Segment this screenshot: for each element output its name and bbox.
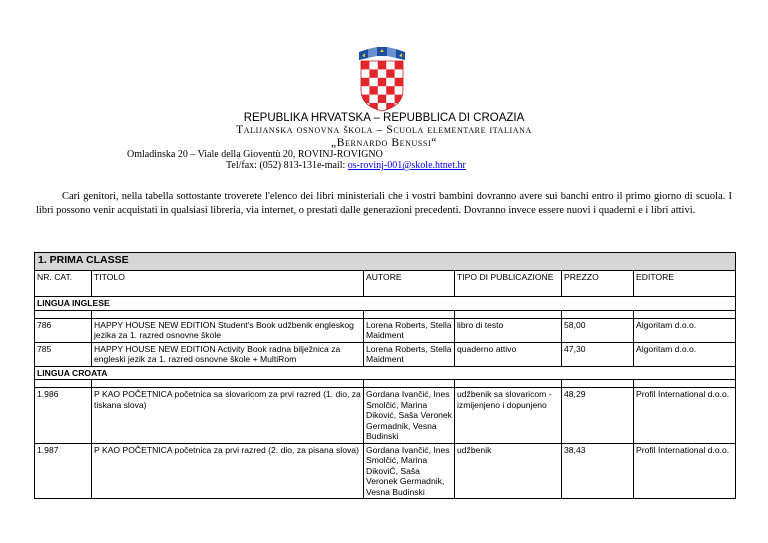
croatian-coat-of-arms-icon xyxy=(355,46,409,112)
col-header-publisher: EDITORE xyxy=(634,271,736,297)
table-row xyxy=(35,318,736,342)
row-price: 38,43 xyxy=(562,443,634,499)
col-header-nr: NR. CAT. xyxy=(35,271,92,297)
header-republic: REPUBLIKA HRVATSKA – REPUBBLICA DI CROAZIA xyxy=(243,112,525,124)
col-header-price: PREZZO xyxy=(562,271,634,297)
row-type: udžbenik xyxy=(455,443,562,499)
table-header-row xyxy=(35,271,736,297)
row-author: Gordana Ivančić, Ines Smolčić, Marina DikoviĆ, Saša Veronek Germadnik, Vesna Budinski xyxy=(364,443,455,499)
intro-paragraph: Cari genitori, nella tabella sottostante troverete l'elenco dei libri ministeriali che i vostri bambini dovranno avere sui banchi entro il primo giorno di scuola. I libri possono venir acquistati in qualsiasi libreria, via internet, o prestati dalle generazioni precedenti. Dovranno invece essere nuovi i quaderni e i libri attivi. xyxy=(36,191,732,216)
row-author: Lorena Roberts, Stella Maidment xyxy=(364,342,455,366)
table-row xyxy=(35,342,736,366)
class-title: 1. PRIMA CLASSE xyxy=(35,253,736,271)
header-address: Omladinska 20 – Viale della Gioventù 20, ROVINJ-ROVIGNO xyxy=(127,149,383,160)
col-header-title: TITOLO xyxy=(92,271,364,297)
row-author: Gordana Ivančić, Ines Smolčić, Marina Diković, Saša Veronek Germadnik, Vesna Budinski xyxy=(364,388,455,444)
book-list-table xyxy=(34,252,736,499)
col-header-type: TIPO DI PUBLICAZIONE xyxy=(455,271,562,297)
row-author: Lorena Roberts, Stella Maidment xyxy=(364,318,455,342)
contact-phone: Tel/fax: (052) 813-131e-mail: xyxy=(226,160,348,171)
col-header-author: AUTORE xyxy=(364,271,455,297)
row-price: 58,00 xyxy=(562,318,634,342)
row-nr: 785 xyxy=(35,342,92,366)
email-link[interactable]: os-rovinj-001@skole.htnet.hr xyxy=(347,160,466,171)
row-title: HAPPY HOUSE NEW EDITION Student's Book udžbenik engleskog jezika za 1. razred osnovne škole xyxy=(92,318,364,342)
row-type: libro di testo xyxy=(455,318,562,342)
header-school-name: Talijanska osnovna škola – Scuola elementare italiana xyxy=(236,124,532,136)
row-nr: 1.986 xyxy=(35,388,92,444)
row-price: 48,29 xyxy=(562,388,634,444)
row-nr: 1.987 xyxy=(35,443,92,499)
row-title: P KAO POČETNICA početnica za prvi razred (2. dio, za pisana slova) xyxy=(92,443,364,499)
table-row xyxy=(35,443,736,499)
row-title: HAPPY HOUSE NEW EDITION Activity Book radna bilježnica za engleski jezik za 1. razred osnovne škole + MultiRom xyxy=(92,342,364,366)
header-school-dedication: „Bernardo Benussi“ xyxy=(331,137,437,149)
section-lingua-inglese: LINGUA INGLESE xyxy=(35,297,736,311)
row-price: 47,30 xyxy=(562,342,634,366)
row-publisher: Algoritam d.o.o. xyxy=(634,318,736,342)
row-type: udžbenik sa slovaricom - izmijenjeno i dopunjeno xyxy=(455,388,562,444)
header-contact xyxy=(226,160,466,171)
row-publisher: Profil International d.o.o. xyxy=(634,388,736,444)
table-row xyxy=(35,388,736,444)
row-publisher: Algoritam d.o.o. xyxy=(634,342,736,366)
section-lingua-croata: LINGUA CROATA xyxy=(35,366,736,380)
crest-shield xyxy=(361,61,403,112)
row-title: P KAO POČETNICA početnica sa slovaricom za prvi razred (1. dio, za tiskana slova) xyxy=(92,388,364,444)
row-nr: 786 xyxy=(35,318,92,342)
crest-crown xyxy=(359,47,405,60)
row-publisher: Profil International d.o.o. xyxy=(634,443,736,499)
row-type: quaderno attivo xyxy=(455,342,562,366)
